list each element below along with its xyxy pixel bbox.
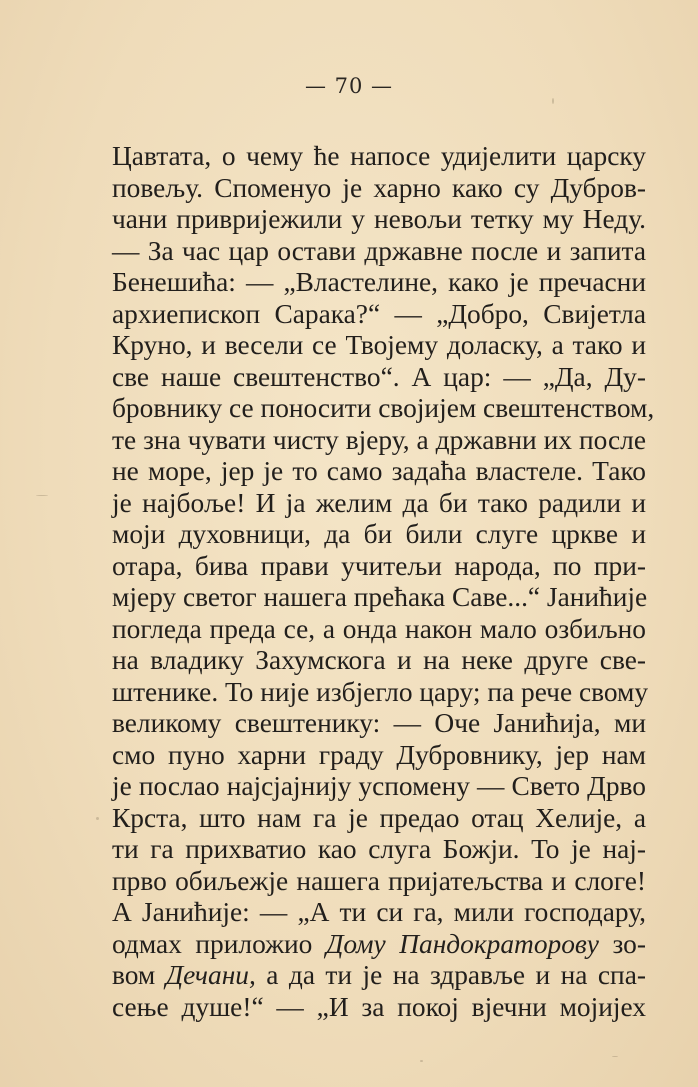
- text-line: смо пуно харни граду Дубровнику, јер нам: [112, 739, 646, 770]
- paper-speck: [36, 495, 48, 496]
- text-line: ти га прихватио као слуга Божји. То је нај-: [112, 834, 646, 864]
- text-line: — За час цар остави државне после и запита: [112, 235, 646, 266]
- text-segment: одмах приложио: [112, 928, 326, 959]
- text-line: бровнику се поносити својијем свештенством,: [112, 393, 655, 423]
- text-line: Цавтата, о чему ће напосе удијелити царску: [112, 141, 646, 171]
- text-line: моји духовници, да би били слуге цркве и: [112, 519, 646, 549]
- text-line: те зна чувати чисту вјеру, а државни их после: [112, 424, 646, 455]
- text-line: Круно, и весели се Твојему доласку, а тако и: [112, 330, 646, 360]
- text-line: је послао најсјајнију успомену — Свето Дрво: [112, 771, 646, 801]
- text-line: погледа преда се, а онда након мало озбиљно: [112, 613, 646, 644]
- text-line: архиепископ Сарака?“ — „Добро, Свијетла: [112, 298, 646, 329]
- text-line: штенике. То није избјегло цару; па рече свому: [112, 676, 649, 707]
- text-line: сење душе!“ — „И за покој вјечни мојијех: [112, 991, 646, 1022]
- text-line: на владику Захумскога и на неке друге све-: [112, 645, 646, 675]
- text-line: чани привријежили у невољи тетку му Неду.: [112, 204, 646, 234]
- text-line: не море, јер је то само задаћа властеле. Тако: [112, 456, 646, 486]
- italic-title: Дому Пандократорову: [325, 928, 599, 959]
- text-line: прво обиљежје нашега пријатељства и слоге!: [112, 865, 646, 896]
- paper-speck: [612, 1056, 618, 1057]
- text-segment: вом: [112, 960, 166, 990]
- paper-speck: [552, 98, 554, 104]
- text-segment: зо-: [598, 928, 646, 959]
- paper-speck: [96, 817, 99, 820]
- text-line: отара, бива прави учитељи народа, по при-: [112, 550, 646, 581]
- text-line: Крста, што нам га је предао отац Хелије, а: [112, 802, 646, 833]
- text-line: Бенешића: — „Властелине, како је пречасни: [112, 267, 646, 297]
- text-line-with-italic: [112, 929, 646, 961]
- text-line: мјеру светог нашега прећака Саве...“ Јанићије: [112, 582, 648, 612]
- page-number: — 70 —: [304, 74, 394, 98]
- text-line: великому свештенику: — Оче Јанићија, ми: [112, 708, 646, 738]
- body-text: [112, 141, 655, 1023]
- text-line: А Јанићије: — „А ти си га, мили господару,: [112, 897, 646, 927]
- text-segment: а да ти је на здравље и на спа-: [255, 960, 646, 990]
- paper-speck: [420, 1060, 423, 1062]
- text-line-with-italic: [112, 960, 646, 992]
- text-line: је најбоље! И ја желим да би тако радили и: [112, 487, 646, 518]
- text-line: све наше свештенство“. А цар: — „Да, Ду-: [112, 361, 646, 392]
- italic-title: Дечани,: [165, 960, 256, 990]
- text-line: повељу. Споменуо је харно како су Дубров-: [112, 172, 646, 203]
